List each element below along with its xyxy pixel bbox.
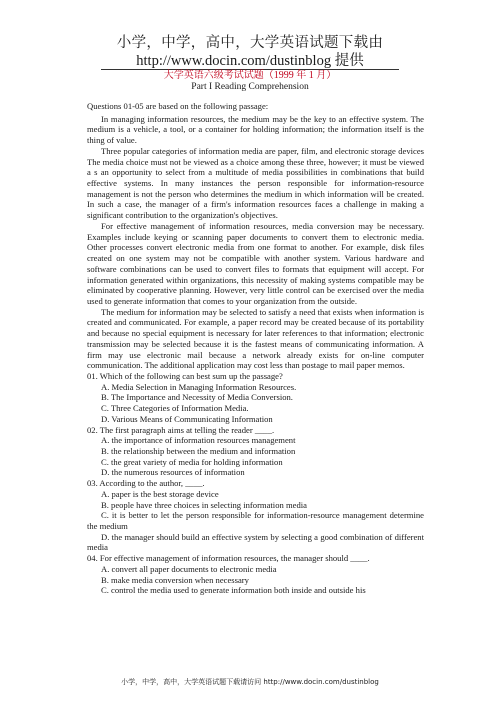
question-03-option-b: B. people have three choices in selecting information media bbox=[101, 499, 307, 510]
question-04-option-a: A. convert all paper documents to electronic media bbox=[101, 563, 277, 574]
passage-paragraph-3: For effective management of information resources, media conversion may be necessary. Examples include keying or scanning paper documents to convert them to electronic media. Other processes convert electronic media from one format to another. For example, disk files created on one system may not be compatible with another system. Various hardware and software combinations can be used to convert files to formats that equipment will accept. For information generated within organizations, this necessity of making systems compatible may be eliminated by cooperative planning. However, very little control can be exercised over the media used to generate information that comes to your organization from the outside. bbox=[87, 220, 424, 306]
question-04-option-c: C. control the media used to generate information both inside and outside his bbox=[101, 585, 366, 596]
question-03-option-c: C. it is better to let the person responsible for information-resource management determine the medium bbox=[87, 510, 424, 532]
passage-paragraph-2: Three popular categories of information media are paper, film, and electronic storage devices The media choice must not be viewed as a choice among these three, however; it must be viewed a s an opportunity to select from a multitude of media possibilities in combinations that build effective systems. In many instances the person responsible for information-resource management is not the person who determines the medium in which information will be created. In such a case, the manager of a firm's information resources faces a challenge in making a significant contribution to the organization's objectives. bbox=[87, 145, 424, 221]
question-04-stem: 04. For effective management of information resources, the manager should ____. bbox=[87, 553, 370, 564]
question-01-option-a: A. Media Selection in Managing Information Resources. bbox=[101, 381, 297, 392]
question-01-option-b: B. The Importance and Necessity of Media Conversion. bbox=[101, 392, 293, 403]
section-title: Part I Reading Comprehension bbox=[191, 82, 309, 92]
document-body bbox=[87, 101, 424, 596]
question-02-stem: 02. The first paragraph aims at telling the reader ____. bbox=[87, 424, 275, 435]
question-03-option-d: D. the manager should build an effective system by selecting a good combination of different media bbox=[87, 531, 424, 553]
question-01-stem: 01. Which of the following can best sum up the passage? bbox=[87, 370, 283, 381]
question-02-option-b: B. the relationship between the medium and information bbox=[101, 446, 296, 456]
page-footer: 小学，中学，高中，大学英语试题下载请访问 http://www.docin.com/dustinblog bbox=[121, 678, 379, 686]
question-04-option-b: B. make media conversion when necessary bbox=[101, 574, 249, 585]
exam-title: 大学英语六级考试试题（1999 年 1 月） bbox=[163, 70, 337, 81]
question-01-option-c: C. Three Categories of Information Media. bbox=[101, 403, 249, 414]
header-line-2: http://www.docin.com/dustinblog 提供 bbox=[136, 53, 364, 69]
question-02-option-d: D. the numerous resources of information bbox=[101, 467, 245, 478]
question-01-option-d: D. Various Means of Communicating Information bbox=[101, 413, 273, 424]
passage-intro: Questions 01-05 are based on the following passage: bbox=[87, 101, 269, 111]
passage-paragraph-1: In managing information resources, the medium may be the key to an effective system. The medium is a vehicle, a tool, or a container for holding information; the information itself is the thing of value. bbox=[87, 113, 424, 146]
page-header bbox=[0, 34, 500, 70]
question-03-stem: 03. According to the author, ____. bbox=[87, 478, 205, 489]
question-02-option-c: C. the great variety of media for holding information bbox=[101, 456, 283, 467]
header-line-1: 小学，中学，高中，大学英语试题下载由 bbox=[116, 35, 384, 51]
question-03-option-a: A. paper is the best storage device bbox=[101, 488, 219, 499]
question-02-option-a: A. the importance of information resources management bbox=[101, 435, 296, 446]
passage-paragraph-4: The medium for information may be selected to satisfy a need that exists when information is created and communicated. For example, a paper record may be created because of its portability and because no special equipment is necessary for later references to that information; electronic transmission may be selected because it is the fastest means of communicating information. A firm may use electronic mail because a network already exists for on-line computer communication. The additional application may cost less than postage to mail paper memos. bbox=[87, 306, 424, 371]
